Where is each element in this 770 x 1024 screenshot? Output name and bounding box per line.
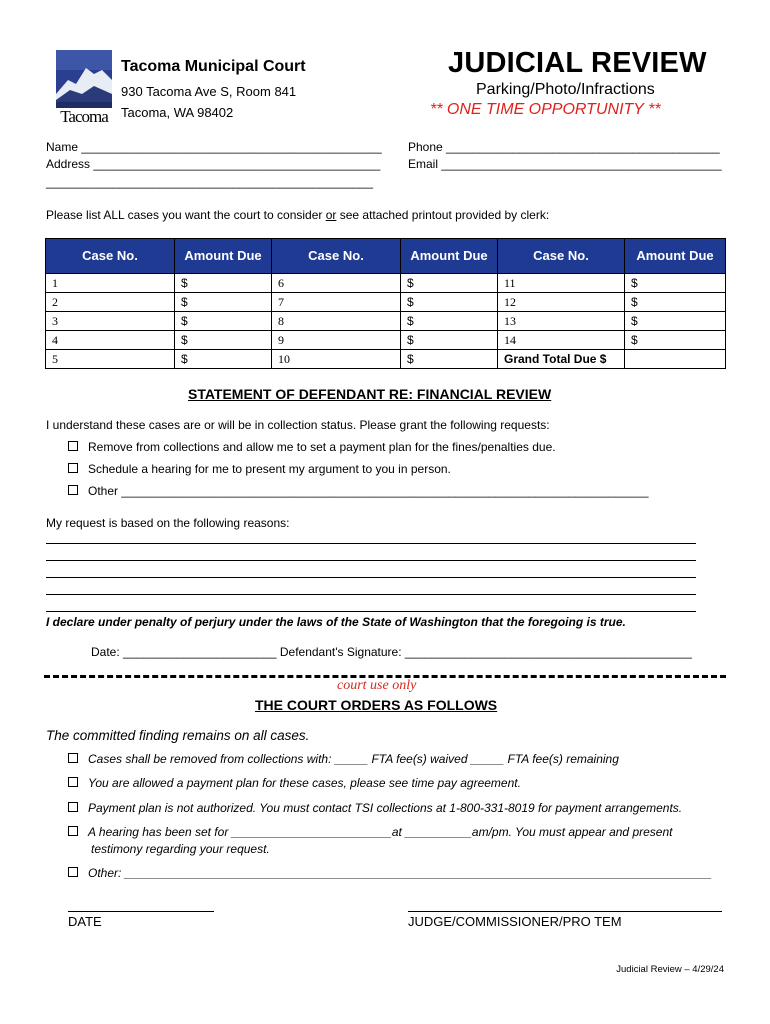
checkbox[interactable] (68, 463, 78, 473)
court-address-line1: 930 Tacoma Ave S, Room 841 (121, 84, 297, 99)
checkbox[interactable] (68, 441, 78, 451)
court-use-label: court use only (337, 678, 417, 693)
header-amount-due: Amount Due (625, 239, 726, 274)
amount-cell[interactable]: $ (625, 312, 726, 331)
grand-total-label: Grand Total Due $ (498, 350, 625, 369)
date-label: DATE (68, 914, 102, 929)
order-payment-plan[interactable] (68, 776, 521, 790)
amount-cell[interactable]: $ (625, 274, 726, 293)
order-payment-not-authorized[interactable] (68, 801, 682, 815)
amount-cell[interactable]: $ (175, 331, 272, 350)
cases-table (45, 238, 726, 369)
table-row (46, 293, 726, 312)
logo-text: Tacoma (60, 107, 108, 126)
checkbox[interactable] (68, 753, 78, 763)
case-number-cell[interactable]: 7 (272, 293, 401, 312)
header-case-no: Case No. (272, 239, 401, 274)
statement-intro: I understand these cases are or will be in collection status. Please grant the following requests: (46, 418, 550, 432)
order-label: You are allowed a payment plan for these cases, please see time pay agreement. (88, 776, 521, 790)
date-signature-line[interactable]: Date: _______________________ Defendant's Signature: ___________________________________________ (91, 645, 692, 659)
header-case-no: Case No. (46, 239, 175, 274)
address-field[interactable]: Address ___________________________________________ (46, 157, 381, 171)
case-number-cell[interactable]: 1 (46, 274, 175, 293)
request-option-other[interactable] (68, 484, 649, 498)
table-row (46, 350, 726, 369)
page-title: JUDICIAL REVIEW (448, 47, 707, 79)
court-address-line2: Tacoma, WA 98402 (121, 105, 234, 120)
instructions-prefix: Please list ALL cases you want the court to consider (46, 208, 326, 222)
tacoma-logo (56, 50, 112, 130)
statement-title: STATEMENT OF DEFENDANT RE: FINANCIAL REVIEW (188, 386, 552, 402)
cases-instructions (46, 208, 549, 222)
case-number-cell[interactable]: 2 (46, 293, 175, 312)
option-label: Other _______________________________________________________________________________ (88, 484, 649, 498)
reason-line[interactable] (46, 611, 696, 612)
amount-cell[interactable]: $ (175, 350, 272, 369)
checkbox[interactable] (68, 826, 78, 836)
phone-field[interactable]: Phone _________________________________________ (408, 140, 720, 154)
date-signature-underline[interactable] (68, 911, 214, 912)
reason-line[interactable] (46, 560, 696, 561)
opportunity-banner: ** ONE TIME OPPORTUNITY ** (430, 101, 661, 118)
amount-cell[interactable]: $ (625, 331, 726, 350)
request-option-hearing[interactable] (68, 462, 451, 476)
case-number-cell[interactable]: 8 (272, 312, 401, 331)
order-label: A hearing has been set for ________________________at __________am/pm. You must appear and present (88, 825, 673, 839)
reasons-label: My request is based on the following reasons: (46, 516, 290, 530)
amount-cell[interactable]: $ (401, 331, 498, 350)
amount-cell[interactable]: $ (175, 293, 272, 312)
checkbox[interactable] (68, 802, 78, 812)
checkbox[interactable] (68, 867, 78, 877)
request-option-remove-collections[interactable] (68, 440, 556, 454)
checkbox[interactable] (68, 777, 78, 787)
case-number-cell[interactable]: 12 (498, 293, 625, 312)
order-label: Other: ________________________________________________________________________________________ (88, 866, 712, 880)
case-number-cell[interactable]: 6 (272, 274, 401, 293)
amount-cell[interactable]: $ (175, 312, 272, 331)
order-label: Cases shall be removed from collections with: _____ FTA fee(s) waived _____ FTA fee(s) remaining (88, 752, 619, 766)
table-row (46, 312, 726, 331)
judge-label: JUDGE/COMMISSIONER/PRO TEM (408, 914, 622, 929)
case-number-cell[interactable]: 4 (46, 331, 175, 350)
judge-signature-underline[interactable] (408, 911, 722, 912)
grand-total-cell[interactable] (625, 350, 726, 369)
order-remove-collections[interactable] (68, 752, 619, 766)
reason-line[interactable] (46, 594, 696, 595)
amount-cell[interactable]: $ (401, 274, 498, 293)
cases-table-header (46, 239, 726, 274)
court-name: Tacoma Municipal Court (121, 58, 306, 75)
reason-line[interactable] (46, 577, 696, 578)
case-number-cell[interactable]: 13 (498, 312, 625, 331)
case-number-cell[interactable]: 3 (46, 312, 175, 331)
footer-version: Judicial Review – 4/29/24 (616, 964, 724, 975)
order-hearing-set[interactable] (68, 825, 672, 839)
email-field[interactable]: Email __________________________________________ (408, 157, 722, 171)
order-hearing-continued: testimony regarding your request. (91, 842, 270, 856)
court-orders-title: THE COURT ORDERS AS FOLLOWS (255, 697, 498, 713)
table-row (46, 274, 726, 293)
checkbox[interactable] (68, 485, 78, 495)
case-number-cell[interactable]: 10 (272, 350, 401, 369)
perjury-declaration: I declare under penalty of perjury under the laws of the State of Washington that the foregoing is true. (46, 615, 626, 629)
header-case-no: Case No. (498, 239, 625, 274)
committed-finding: The committed finding remains on all cases. (46, 728, 310, 743)
amount-cell[interactable]: $ (401, 312, 498, 331)
case-number-cell[interactable]: 11 (498, 274, 625, 293)
header-amount-due: Amount Due (401, 239, 498, 274)
table-row (46, 331, 726, 350)
option-label: Remove from collections and allow me to set a payment plan for the fines/penalties due. (88, 440, 556, 454)
order-label: Payment plan is not authorized. You must contact TSI collections at 1-800-331-8019 for payment arrangements. (88, 801, 683, 815)
instructions-or: or (325, 208, 337, 222)
page-subtitle: Parking/Photo/Infractions (476, 81, 655, 98)
instructions-suffix: see attached printout provided by clerk: (336, 208, 550, 222)
order-other[interactable] (68, 866, 712, 880)
case-number-cell[interactable]: 5 (46, 350, 175, 369)
header-amount-due: Amount Due (175, 239, 272, 274)
reason-line[interactable] (46, 543, 696, 544)
amount-cell[interactable]: $ (625, 293, 726, 312)
option-label: Schedule a hearing for me to present my argument to you in person. (88, 462, 451, 476)
amount-cell[interactable]: $ (175, 274, 272, 293)
amount-cell[interactable]: $ (401, 293, 498, 312)
name-field[interactable]: Name _____________________________________________ (46, 140, 382, 154)
case-number-cell[interactable]: 14 (498, 331, 625, 350)
amount-cell[interactable]: $ (401, 350, 498, 369)
case-number-cell[interactable]: 9 (272, 331, 401, 350)
address-continued-field[interactable]: _________________________________________________ (46, 175, 374, 189)
